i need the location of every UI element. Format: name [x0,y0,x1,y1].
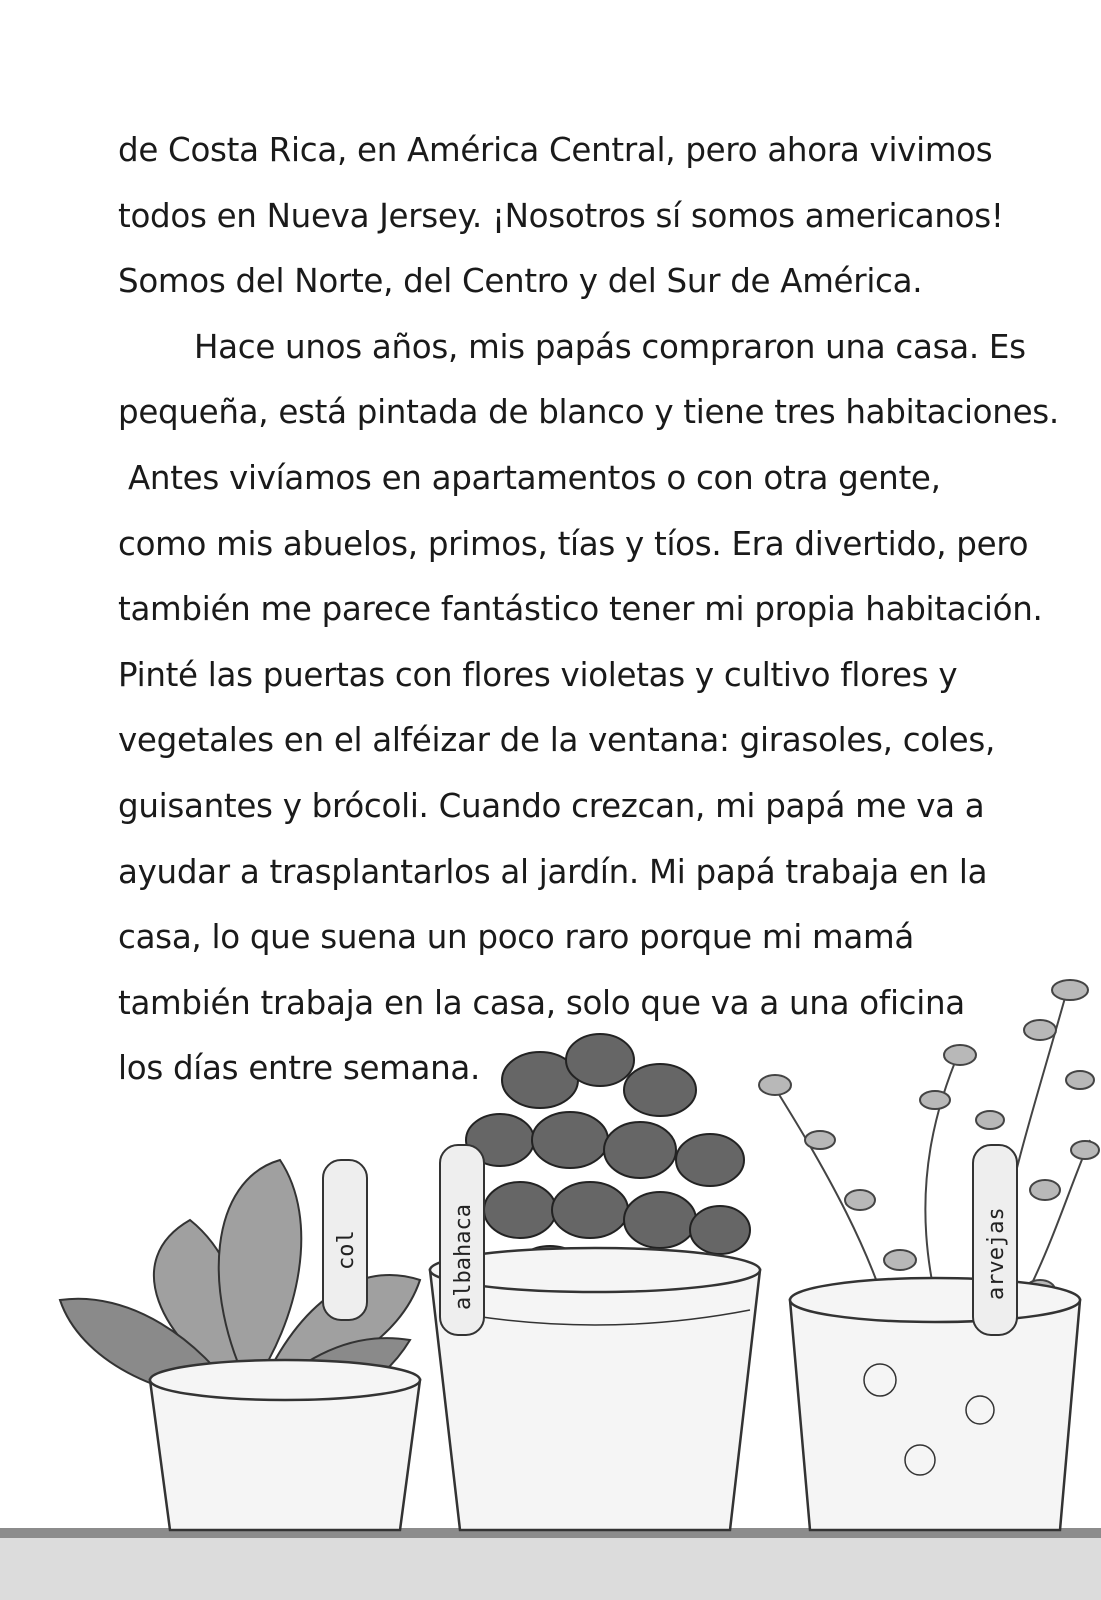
window-sill [0,1528,1101,1600]
marker-albahaca [440,1145,484,1335]
text-line: todos en Nueva Jersey. ¡Nosotros sí somos americanos! [118,196,1004,235]
text-line: ayudar a trasplantarlos al jardín. Mi papá trabaja en la [118,852,988,891]
text-line: Antes vivíamos en apartamentos o con otra gente, [128,458,941,497]
marker-col [323,1160,367,1320]
text-line: de Costa Rica, en América Central, pero ahora vivimos [118,131,993,169]
text-line: Pinté las puertas con flores violetas y cultivo flores y [118,655,958,694]
story-text [118,118,1059,1102]
pot-arvejas [790,1278,1080,1530]
marker-col-label: col [334,1230,359,1270]
text-line: vegetales en el alféizar de la ventana: girasoles, coles, [118,721,995,760]
text-line: como mis abuelos, primos, tías y tíos. Era divertido, pero [118,524,1029,563]
text-line: los días entre semana. [118,1049,481,1088]
marker-albahaca-label: albahaca [451,1204,476,1310]
text-line: Hace unos años, mis papás compraron una casa. Es [194,327,1026,366]
text-line: también me parece fantástico tener mi propia habitación. [118,590,1043,629]
plant-illustration [0,960,1101,1600]
text-line: pequeña, está pintada de blanco y tiene tres habitaciones. [118,393,1059,432]
text-line: Somos del Norte, del Centro y del Sur de América. [118,262,923,301]
text-line: guisantes y brócoli. Cuando crezcan, mi papá me va a [118,786,985,825]
marker-arvejas [973,1145,1017,1335]
marker-arvejas-label: arvejas [984,1207,1009,1300]
pot-col [150,1360,420,1530]
text-line: casa, lo que suena un poco raro porque mi mamá [118,918,914,957]
text-line: también trabaja en la casa, solo que va a una oficina [118,983,965,1022]
